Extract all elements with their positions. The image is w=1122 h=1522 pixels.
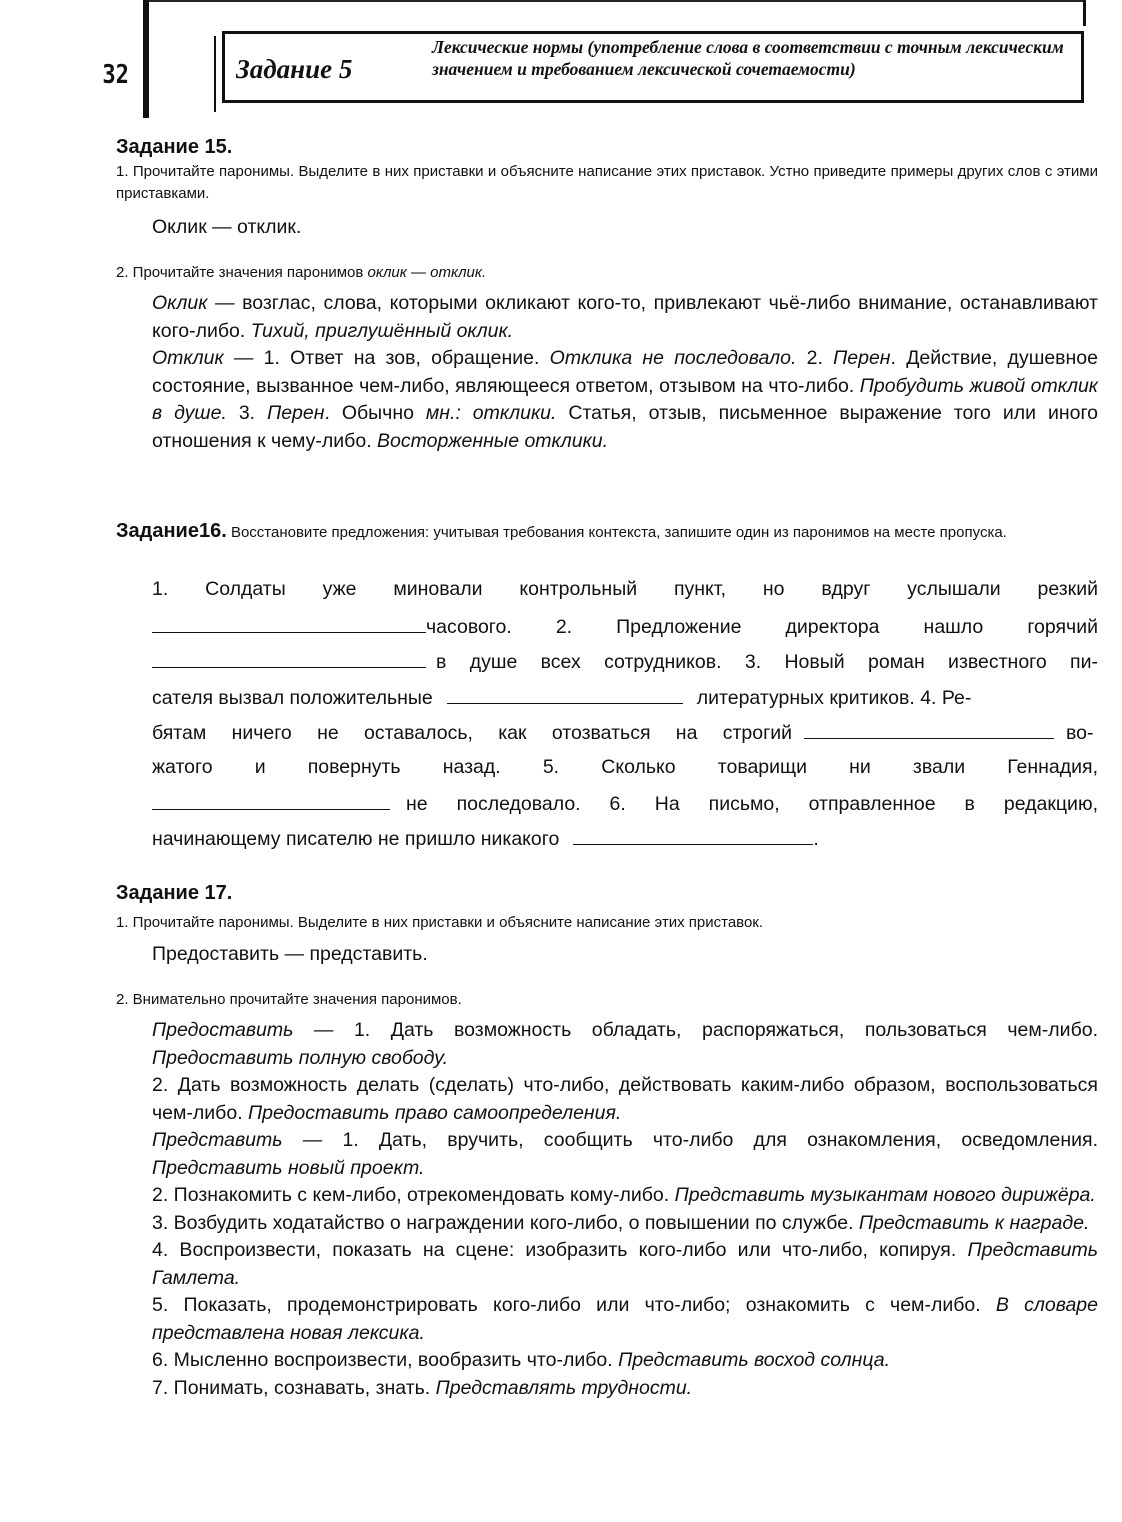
task16-row-5: бятам ничего не оставалось, как отозваться на строгий во- <box>152 722 1094 744</box>
task17-title: Задание 17. <box>116 882 233 904</box>
definition-predostavit-1: Предоставить — 1. Дать возможность обладать, распоряжаться, пользоваться чем-либо. Предоставить полную свободу. <box>152 1019 1098 1069</box>
task17-pair: Предоставить — представить. <box>152 943 428 965</box>
answer-blank[interactable] <box>152 614 426 633</box>
definition-predstavit-5: 5. Показать, продемонстрировать кого-либо или что-либо; ознакомить с чем-либо. В словаре представлена новая лексика. <box>152 1294 1098 1344</box>
answer-blank[interactable] <box>152 649 426 668</box>
task16-row-8: начинающему писателю не пришло никакого . <box>152 828 819 850</box>
task-label: Задание 5 <box>236 54 353 84</box>
task15-question1: 1. Прочитайте паронимы. Выделите в них приставки и объясните написание этих приставок. Устно приведите примеры других слов с этими приставками. <box>116 163 1098 202</box>
page-number: 32 <box>102 60 129 90</box>
task16-row-6: жатого и повернуть назад. 5. Сколько товарищи ни звали Геннадия, <box>152 756 1098 778</box>
task15-pair: Оклик — отклик. <box>152 216 302 238</box>
task16-row-4: сателя вызвал положительные литературных критиков. 4. Ре- <box>152 687 972 709</box>
task17-question1: 1. Прочитайте паронимы. Выделите в них приставки и объясните написание этих приставок. <box>116 914 764 931</box>
definition-predstavit-6: 6. Мысленно воспроизвести, вообразить что-либо. Представить восход солнца. <box>152 1349 891 1371</box>
answer-blank[interactable] <box>447 685 683 704</box>
header-right-rule <box>1083 0 1086 26</box>
answer-blank[interactable] <box>152 791 390 810</box>
task16-row-7: не последовало. 6. На письмо, отправленное в редакцию, <box>152 791 1098 816</box>
answer-blank[interactable] <box>804 720 1054 739</box>
task16-instruction: Задание16. Восстановите предложения: учитывая требования контекста, запишите один из паронимов на месте пропуска. <box>116 520 1007 542</box>
definition-predstavit-1: Представить — 1. Дать, вручить, сообщить что-либо для ознакомления, осведомления. Представить новый проект. <box>152 1129 1098 1179</box>
task16-row-2: часового. 2. Предложение директора нашло горячий <box>152 614 1098 639</box>
definition-predstavit-4: 4. Воспроизвести, показать на сцене: изобразить кого-либо или что-либо, копируя. Представить Гамлета. <box>152 1239 1098 1289</box>
definition-oklik: Оклик — возглас, слова, которыми окликают кого-то, привлекают чьё-либо внимание, останавливают кого-либо. Тихий, приглушённый оклик. <box>152 292 1098 342</box>
definition-predstavit-3: 3. Возбудить ходатайство о награждении кого-либо, о повышении по службе. Представить к награде. <box>152 1211 1090 1234</box>
definition-predstavit-2: 2. Познакомить с кем-либо, отрекомендовать кому-либо. Представить музыкантам нового дирижёра. <box>152 1184 1096 1206</box>
task17-definitions <box>152 1017 1098 1402</box>
task17-question2: 2. Внимательно прочитайте значения паронимов. <box>116 991 462 1008</box>
task16-row-1: 1. Солдаты уже миновали контрольный пункт, но вдруг услышали резкий <box>152 578 1098 600</box>
margin-bar <box>143 0 149 118</box>
task15-title: Задание 15. <box>116 136 233 158</box>
definition-predostavit-2: 2. Дать возможность делать (сделать) что-либо, действовать каким-либо образом, воспользоваться чем-либо. Предоставить право самоопределения. <box>152 1074 1098 1124</box>
task15-definitions <box>152 290 1098 455</box>
topic-title: Лексические нормы (употребление слова в соответствии с точным лексическим значением и требованием лексической сочетаемости) <box>432 37 1064 79</box>
task16-title: Задание16. <box>116 520 227 542</box>
definition-otklik: Отклик — 1. Ответ на зов, обращение. Отклика не последовало. 2. Перен. Действие, душевное состояние, вызванное чем-либо, являющееся ответом, отзывом на что-либо. Пробудить живой отклик в душе. 3. Перен. Обычно мн.: отклики. Статья, отзыв, письменное выражение того или иного отношения к чему-либо. Восторженные отклики. <box>152 347 1099 452</box>
answer-blank[interactable] <box>573 826 813 845</box>
task15-question2: 2. Прочитайте значения паронимов оклик — отклик. <box>116 264 487 281</box>
task16-row-3: в душе всех сотрудников. 3. Новый роман известного пи- <box>152 649 1098 674</box>
header-top-rule <box>146 0 1086 2</box>
definition-predstavit-7: 7. Понимать, сознавать, знать. Представлять трудности. <box>152 1376 693 1399</box>
header-box-shadow <box>214 36 222 112</box>
